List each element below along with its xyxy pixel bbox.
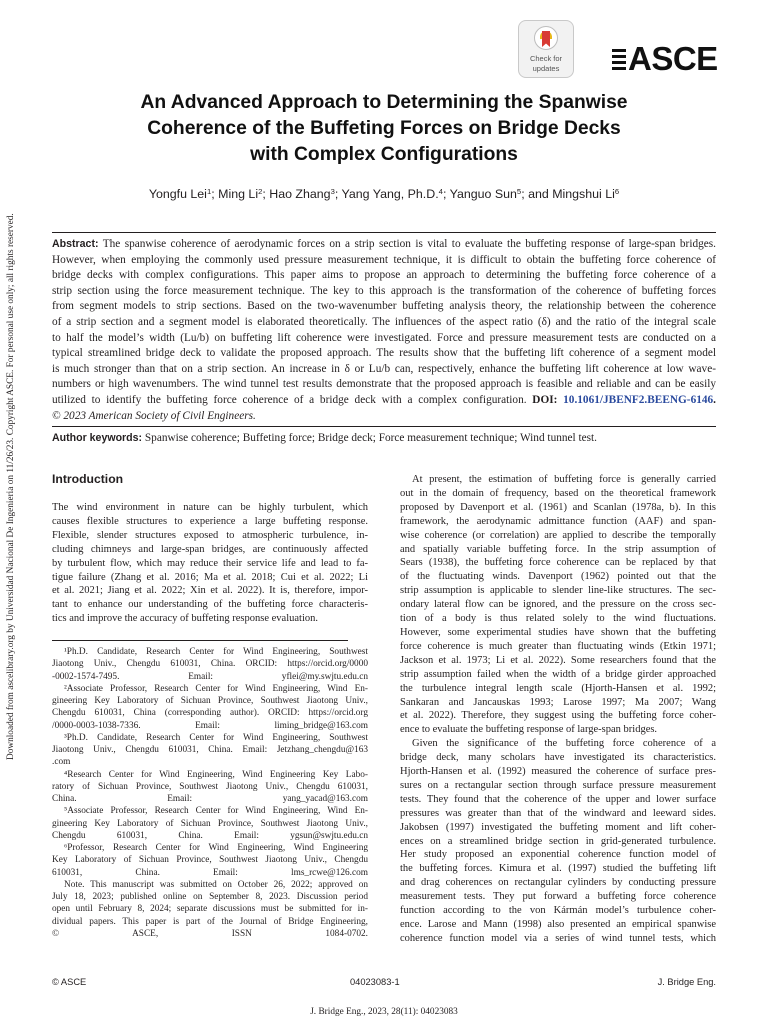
body-line: Given the significance of the buffeting force coherence of a	[412, 738, 716, 750]
doi-label: DOI:	[532, 393, 558, 406]
right-column	[400, 473, 716, 946]
footnote-line: July 18, 2023; published online on September 8, 2023. Discussion period	[52, 892, 368, 902]
abstract-line: to half the model’s width (Lu/b) on buffeting lift coherence were investigated. Force and pressure measurement tests are conducted on a	[52, 331, 716, 344]
copyright-line: © 2023 American Society of Civil Engineers.	[52, 409, 256, 422]
body-line: the buffeting forces. Kimura et al. (1997) studied the buffeting lift	[400, 863, 716, 875]
footnote-line: ⁶Professor, Research Center for Wind Engineering, Wind Engineering	[64, 843, 368, 853]
paper-title	[70, 90, 698, 168]
body-line: pressures was greater than that of the windward and leeward sides.	[400, 807, 716, 819]
body-line: ences on a streamlined bridge section in grid-generated turbulence.	[400, 835, 716, 847]
intro-paragraph	[52, 501, 368, 626]
footnote-line: -0002-1574-7495. Email: yflei@my.swjtu.edu.cn	[52, 671, 368, 682]
body-line: bridge deck, many scholars have investigated its characteristics.	[400, 752, 716, 764]
author: Hao Zhang$^3$	[269, 187, 335, 201]
body-line: of the fluctuating winds. Davenport (1962) pointed out that the	[400, 571, 716, 583]
body-line: tion of a body is thus related solely to the wind fluctuations.	[400, 613, 716, 625]
author: Yongfu Lei$^1$	[148, 187, 212, 201]
body-line: tests. They found that the coherence of the upper and lower surface	[400, 793, 716, 805]
author: and Mingshui Li$^6$	[528, 187, 620, 201]
download-notice	[4, 205, 18, 760]
body-line: Jackson et al. 1973; Li et al. 2022). Some researchers found that the	[400, 654, 716, 666]
body-line: out in the domain of frequency, based on the theoretical framework	[400, 487, 716, 499]
footnote-line: ²Associate Professor, Research Center for Wind Engineering, Wind En-	[64, 683, 368, 694]
abstract-line: strip section using the force measurement technique. The key to this approach is the transformation of the coherence of buffeting forces	[52, 284, 716, 297]
intro-line: Flexible, slender structures exposed to atmospheric turbulence, in-	[52, 529, 368, 541]
body-line: sures on a rectangular section through surface pressure measurement	[400, 779, 716, 791]
intro-line: The wind environment in nature can be highly turbulent, which	[52, 502, 368, 513]
footnote-line: Jiaotong Univ., Chengdu 610031, China. Email: Jetzhang_chengdu@163	[52, 745, 368, 755]
author: Yang Yang, Ph.D.$^4$	[341, 187, 443, 201]
abstract: Abstract: The spanwise coherence of aerodynamic forces on a strip section is vital to evaluate the buffeting response of large-span bridges. However, when employing the commonly used pressure measurement technique, it is difficult to obtain the buffeting force coherence of bridge decks with complex configurations. This paper aims to propose an approach to determining the buffeting force coherence of a strip section using the force measurement technique. The key to this approach is the transformation of the coherence of buffeting forces from segment models to strip sections. Based on the two-wavenumber buffeting analysis theory, the relationship between the coherence of a strip section and a segment model is elaborated theoretically. The influences of the aspect ratio (δ) and the ratio of the integral scale to half the model’s width (Lu/b) on buffeting lift coherence were investigated. Force and pressure measurement tests are conducted on a typical streamlined bridge deck to validate the proposed approach. The results show that the buffeting lift coherence of a segment model is much stronger than that on a strip section. An increase in δ or Lu/b can, respectively, enhance the buffeting lift coherence at low wave- numbers or high wavenumbers. The wind tunnel test results demonstrate that the proposed approach is feasible and reliable and can be easily utilized to identify the buffeting force coherence of a bridge deck with a complex configuration. DOI: 10.1061/JBENF2.BEENG-6146. © 2023 American Society of Civil Engineers.	[52, 237, 716, 424]
body-line: Hjorth-Hansen et al. (1992) measured the coherence of surface pres-	[400, 766, 716, 778]
footnote-line: /0000-0003-1038-7336. Email: liming_bridge@163.com	[52, 720, 368, 731]
body-line: Jakobsen (1997) investigated the buffeting moment and lift coher-	[400, 821, 716, 833]
logo-text: ASCE	[628, 40, 718, 77]
body-line: ence to evaluate the buffeting response of large-span bridges.	[400, 724, 658, 736]
abstract-line: utilized to identify the buffeting force coherence of a bridge deck with a complex configuration.	[52, 393, 527, 406]
body-line: However, some experimental studies have shown that the buffeting	[400, 626, 716, 638]
body-line: strip assumption is applicable to slender line-like structures. The sec-	[400, 585, 716, 597]
footnote-line: open until February 8, 2024; separate discussions must be submitted for in-	[52, 904, 368, 915]
body-line: Sankaran and Jancauskas 1993; Larose 1997; Ma 2007; Wang	[400, 696, 716, 708]
body-line: and spatially variable buffeting force. In the strip assumption of	[400, 543, 716, 555]
bookmark-icon	[533, 25, 559, 53]
intro-line: tics and improve the accuracy of buffeting response evaluation.	[52, 613, 319, 625]
section-heading-introduction: Introduction	[52, 472, 124, 486]
title-line: An Advanced Approach to Determining the Spanwise	[140, 92, 628, 113]
author-keywords	[52, 431, 716, 446]
body-line: measurement tests. They put forward a buffeting force coherence	[400, 891, 716, 903]
check-for-updates-badge[interactable]	[518, 20, 574, 78]
abstract-top-rule	[52, 232, 716, 233]
title-line: with Complex Configurations	[250, 144, 518, 165]
body-line: force coherence is much greater than fluctuating winds (Etkin 1971;	[400, 640, 716, 652]
keywords-text: Spanwise coherence; Buffeting force; Bridge deck; Force measurement technique; Wind tunnel test.	[144, 432, 598, 444]
download-notice-text: Downloaded from ascelibrary.org by Universidad Nacional De Ingenieria on 11/26/23. Copyright ASCE. For personal use only; all rights reserved.	[6, 213, 16, 760]
footnote-line: ⁵Associate Professor, Research Center for Wind Engineering, Wind En-	[64, 806, 368, 817]
abstract-line: typical streamlined bridge deck to validate the proposed approach. The results show that the buffeting lift coherence of a segment model	[52, 347, 716, 360]
author: Ming Li$^2$	[218, 187, 263, 201]
body-line: Her study proposed an exponential coherence function model of	[400, 849, 716, 861]
footer-page-number: 04023083-1	[350, 977, 400, 987]
abstract-bottom-rule	[52, 426, 716, 427]
abstract-line: numbers or high wavenumbers. The wind tunnel test results demonstrate that the proposed approach is feasible and reliable and can be easily	[52, 378, 716, 391]
body-line: wise coherence (or correlation) are applied to describe the temporally	[400, 529, 716, 541]
footnotes	[52, 646, 368, 940]
footnote-line: ³Ph.D. Candidate, Research Center for Wind Engineering, Southwest	[64, 732, 368, 743]
footnote-rule	[52, 640, 348, 641]
footnote-line: © ASCE, ISSN 1084-0702.	[52, 928, 368, 939]
body-line: Sears (1938), the buffeting force coherence can be replaced by that	[400, 557, 716, 569]
body-line: et al. 2022). Therefore, they suggest using the buffeting force coher-	[400, 710, 716, 722]
abstract-line: However, when employing the commonly used pressure measurement technique, it is difficult to obtain the buffeting force coherence of	[52, 253, 716, 266]
body-line: ondary lateral flow can be ignored, and the pressure on the cross sec-	[400, 599, 716, 611]
body-line: proposed by Davenport et al. (1961) and Scanlan (1978a, b). In this	[400, 501, 716, 513]
abstract-line: from segment models to strip sections. Based on the two-wavenumber buffeting analysis theory, the relationship between the coherence	[52, 300, 716, 313]
abstract-label: Abstract:	[52, 238, 99, 250]
footnote-line: Key Laboratory of Sichuan Province, Southwest Jiaotong Univ., Chengdu	[52, 855, 368, 866]
abstract-line: The spanwise coherence of aerodynamic forces on a strip section is vital to evaluate the buffeting response of large-span bridges.	[102, 238, 716, 250]
footer-journal: J. Bridge Eng.	[657, 977, 716, 987]
citation-line: J. Bridge Eng., 2023, 28(11): 04023083	[310, 1007, 458, 1017]
body-line: coherence function model via a series of wind tunnel tests, which	[400, 932, 716, 944]
body-line: function according to the von Kármán model’s turbulence coher-	[400, 905, 716, 917]
footnote-line: Jiaotong Univ., Chengdu 610031, China. ORCID: https://orcid.org/0000	[52, 659, 368, 670]
intro-line: tigue failure (Zhang et al. 2016; Ma et al. 2018; Cui et al. 2022; Li	[52, 571, 368, 583]
author: Yanguo Sun$^5$	[449, 187, 522, 201]
abstract-line: bridge decks with complex configurations. This paper aims to propose an approach to determining the buffeting force coherence of a	[52, 269, 716, 282]
body-line: At present, the estimation of buffeting force is generally carried	[412, 474, 716, 485]
footnote-line: China. Email: yang_yacad@163.com	[52, 794, 368, 804]
keywords-label: Author keywords:	[52, 432, 143, 444]
doi-link[interactable]: 10.1061/JBENF2.BEENG-6146	[563, 393, 714, 406]
asce-logo	[612, 40, 718, 78]
body-line: and drag coherences on rectangular cylinders by conducting pressure	[400, 877, 716, 889]
footnote-line: gineering Key Laboratory of Sichuan Province, Southwest Jiaotong Univ.,	[52, 818, 368, 829]
intro-line: by turbulent flow, which may reduce their service life and lead to fa-	[52, 557, 368, 569]
intro-line: cluding chimneys and large-span bridges, are continuously affected	[52, 543, 368, 555]
footnote-line: ratory of Sichuan Province, Southwest Jiaotong Univ., Chengdu 610031,	[52, 781, 368, 792]
footnote-line: ¹Ph.D. Candidate, Research Center for Wind Engineering, Southwest	[64, 647, 368, 657]
body-line: strip assumption failed when the width of a bridge girder approached	[400, 668, 716, 680]
footnote-line: Chengdu 610031, China. Email: ygsun@swjtu.edu.cn	[52, 830, 368, 841]
footnote-line: dividual papers. This paper is part of the Journal of Bridge Engineering,	[52, 916, 368, 927]
footnote-line: 610031, China. Email: lms_rcwe@126.com	[52, 867, 368, 878]
title-line: Coherence of the Buffeting Forces on Bridge Decks	[147, 118, 621, 139]
body-line: the turbulence integral length scale (Hjorth-Hansen et al. 1992;	[400, 682, 716, 694]
body-line: ence. Larose and Mann (1998) also presented an empirical spanwise	[400, 919, 716, 930]
check-line-2: updates	[532, 64, 560, 73]
footnote-line: Note. This manuscript was submitted on October 26, 2022; approved on	[64, 879, 368, 890]
footnote-line: .com	[52, 757, 71, 768]
footnote-line: ⁴Research Center for Wind Engineering, Wind Engineering Key Labo-	[64, 769, 368, 780]
body-line: framework, the aerodynamic admittance function (AAF) and span-	[400, 515, 716, 527]
footnote-line: Chengdu 610031, China (corresponding author). ORCID: https://orcid.org	[52, 708, 368, 719]
intro-line: tant to enhance our understanding of the buffeting force characteris-	[52, 599, 368, 611]
footer-left: © ASCE	[52, 977, 87, 987]
footnote-line: gineering Key Laboratory of Sichuan Province, Southwest Jiaotong Univ.,	[52, 696, 368, 706]
check-line-1: Check for	[529, 54, 563, 63]
abstract-line: is much stronger than that on a strip section. An increase in δ or Lu/b can, respectively, enhance the buffeting lift coherence at low wave-	[52, 362, 716, 375]
logo-bars-icon	[612, 47, 626, 71]
author-list: Yongfu Lei$^1$; Ming Li$^2$; Hao Zhang$^3$; Yang Yang, Ph.D.$^4$; Yanguo Sun$^5$; and Mingshui Li$^6$	[148, 187, 620, 201]
page-footer	[52, 976, 716, 990]
intro-line: et al. 2021; Jiang et al. 2022; Xin et al. 2022). It is, therefore, impor-	[52, 585, 368, 597]
intro-line: causes flexible structures to experience a large buffeting response.	[52, 515, 368, 527]
abstract-line: of a strip section and a segment model is elaborated theoretically. The influences of the aspect ratio (δ) and the ratio of the integral scale	[52, 315, 716, 328]
